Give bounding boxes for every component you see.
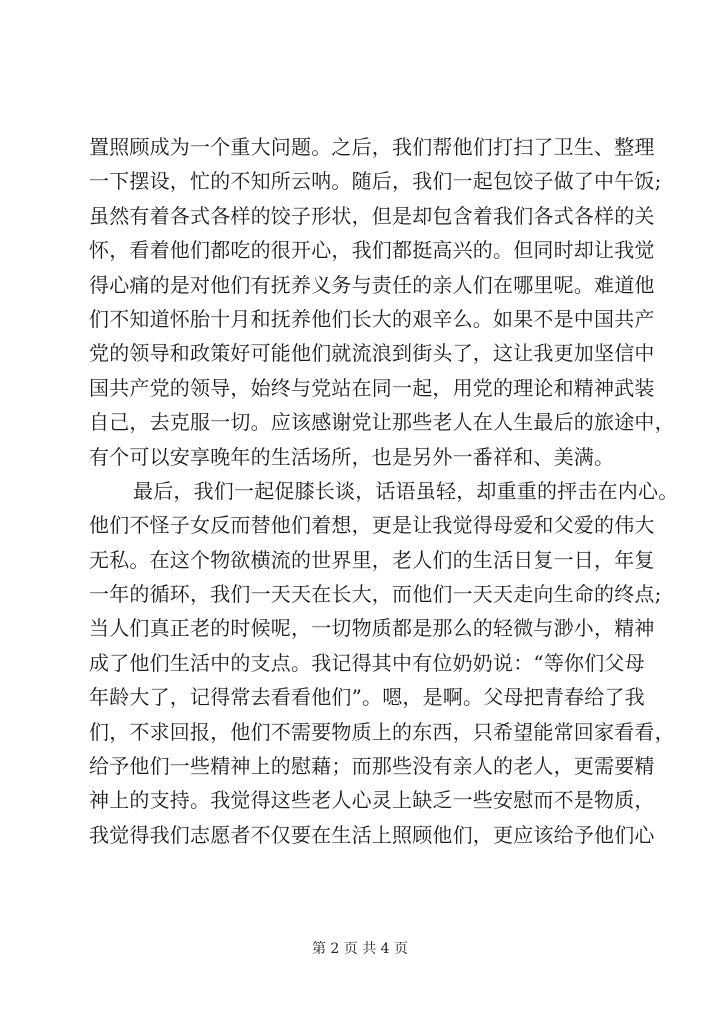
text-line: 一年的循环，我们一天天在长大，而他们一天天走向生命的终点; xyxy=(89,582,662,607)
text-line: 他们不怪子女反而替他们着想，更是让我觉得母爱和父爱的伟大 xyxy=(89,513,655,538)
text-line: 得心痛的是对他们有抚养义务与责任的亲人们在哪里呢。难道他 xyxy=(89,272,655,297)
text-line: 们不知道怀胎十月和抚养他们长大的艰辛么。如果不是中国共产 xyxy=(89,306,655,331)
text-line: 们，不求回报，他们不需要物质上的东西，只希望能常回家看看， xyxy=(89,719,675,744)
text-line: 成了他们生活中的支点。我记得其中有位奶奶说：“等你们父母 xyxy=(89,650,645,675)
text-line: 给予他们一些精神上的慰藉；而那些没有亲人的老人，更需要精 xyxy=(89,754,655,779)
text-line: 虽然有着各式各样的饺子形状，但是却包含着我们各式各样的关 xyxy=(89,203,655,228)
paragraph-1 xyxy=(89,130,675,474)
text-line: 当人们真正老的时候呢，一切物质都是那么的轻微与渺小，精神 xyxy=(89,616,655,641)
page-number-footer: 第 2 页 共 4 页 xyxy=(311,941,409,957)
text-line: 神上的支持。我觉得这些老人心灵上缺乏一些安慰而不是物质， xyxy=(89,788,655,813)
text-line: 年龄大了，记得常去看看他们”。嗯，是啊。父母把青春给了我 xyxy=(89,685,645,710)
document-body xyxy=(89,130,679,852)
text-line: 有个可以安享晚年的生活场所，也是另外一番祥和、美满。 xyxy=(89,444,615,469)
text-line: 怀，看着他们都吃的很开心，我们都挺高兴的。但同时却让我觉 xyxy=(89,238,655,263)
text-line: 党的领导和政策好可能他们就流浪到街头了，这让我更加坚信中 xyxy=(89,341,655,366)
text-line: 无私。在这个物欲横流的世界里，老人们的生活日复一日，年复 xyxy=(89,547,655,572)
text-line: 置照顾成为一个重大问题。之后，我们帮他们打扫了卫生、整理 xyxy=(89,135,655,159)
text-line: 一下摆设，忙的不知所云呐。随后，我们一起包饺子做了中午饭; xyxy=(89,169,662,194)
text-line: 最后，我们一起促膝长谈，话语虽轻，却重重的抨击在内心。 xyxy=(133,478,679,503)
text-line: 自己，去克服一切。应该感谢党让那些老人在人生最后的旅途中， xyxy=(89,410,675,435)
text-line: 国共产党的领导，始终与党站在同一起，用党的理论和精神武装 xyxy=(89,375,655,400)
paragraph-2 xyxy=(89,474,679,852)
text-line: 我觉得我们志愿者不仅要在生活上照顾他们，更应该给予他们心 xyxy=(89,822,655,847)
